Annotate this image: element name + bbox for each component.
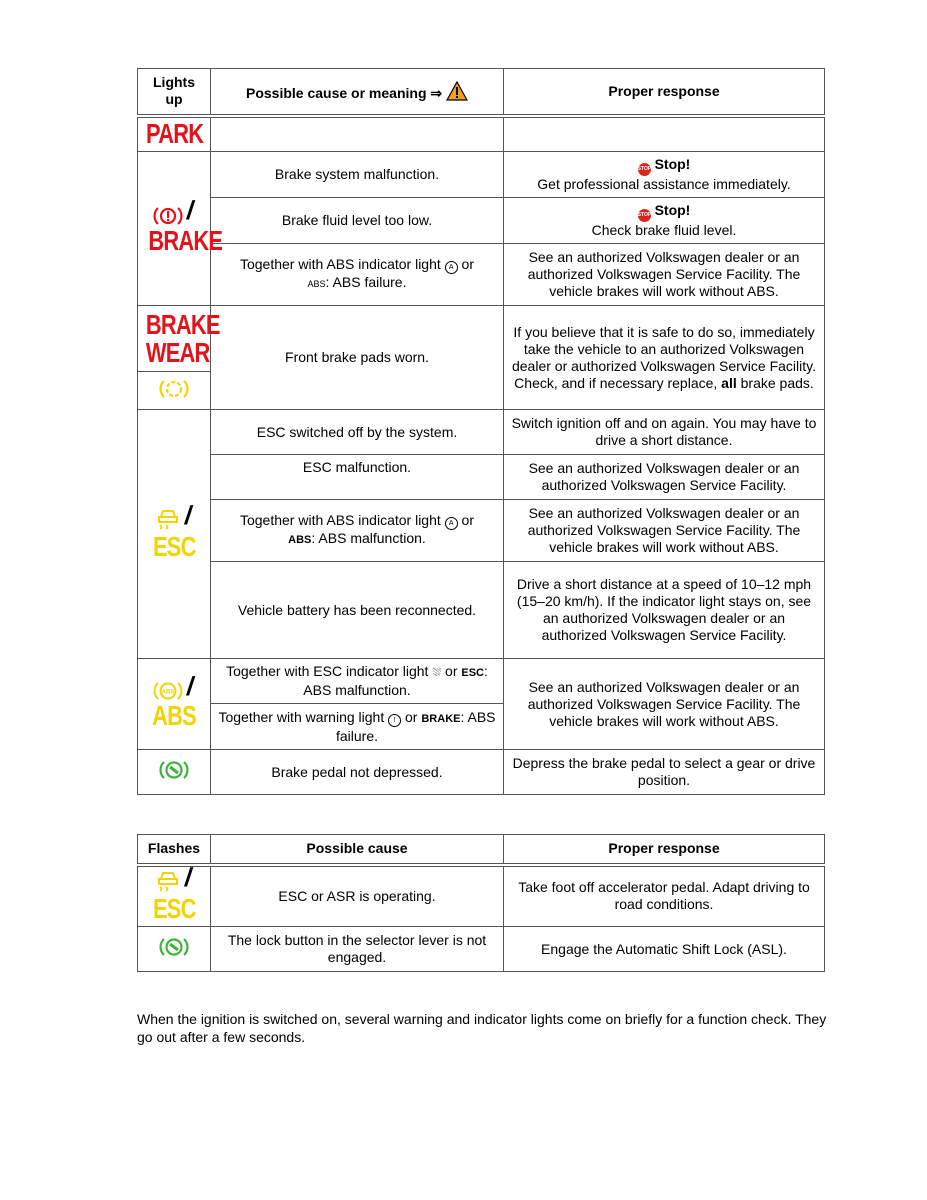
- brake-indicator-icon: !: [388, 714, 401, 727]
- park-cause: [211, 116, 504, 152]
- brake-light-cell: [138, 152, 223, 306]
- wear-cause: Front brake pads worn.: [211, 306, 504, 410]
- park-light-icon: PARK: [146, 118, 204, 150]
- flashing-lights-table: [137, 834, 825, 972]
- header-lights-up: Lights up: [138, 69, 211, 116]
- slash-separator: /: [183, 499, 195, 530]
- abs-cause-2: Together with warning light ! or BRAKE: ABS failure.: [211, 704, 504, 750]
- esc-cause-2: ESC malfunction.: [211, 455, 504, 500]
- esc-indicator-icon: ⛆: [432, 667, 442, 679]
- slash-separator: /: [185, 195, 197, 226]
- esc-response-2: See an authorized Volkswagen dealer or an authorized Volkswagen Service Facility.: [504, 455, 825, 500]
- brake-wear-label-2: WEAR: [145, 336, 210, 368]
- abs-indicator-icon: A: [445, 517, 458, 530]
- abs-light-cell: [138, 659, 211, 750]
- warning-triangle-icon: [446, 81, 468, 101]
- brake-pad-wear-icon: [159, 377, 189, 401]
- esc-response-4: Drive a short distance at a speed of 10–12 mph (15–20 km/h). If the indicator light stays on, see an authorized Volkswagen dealer or an authorized Volkswagen Service Facility.: [504, 562, 825, 659]
- abs-response: See an authorized Volkswagen dealer or an authorized Volkswagen Service Facility. The vehicle brakes will work without ABS.: [504, 659, 825, 750]
- lock-button-light-cell: [138, 927, 211, 972]
- brake-wear-label-1: BRAKE: [145, 308, 220, 340]
- brake-cause-1: Brake system malfunction.: [211, 152, 504, 198]
- park-response: [504, 116, 825, 152]
- header-possible-cause: Possible cause: [211, 835, 504, 865]
- esc-car-icon: [155, 869, 181, 895]
- esc-light-label: ESC: [152, 531, 196, 563]
- brake-response-2: STOP Stop! Check brake fluid level.: [504, 198, 825, 244]
- esc-light-cell: [138, 410, 211, 659]
- header-proper-response: Proper response: [504, 835, 825, 865]
- flash-cause-1: ESC or ASR is operating.: [211, 865, 504, 927]
- esc-cause-1: ESC switched off by the system.: [211, 410, 504, 455]
- esc-flash-cell: [138, 862, 211, 927]
- flash-cause-2: The lock button in the selector lever is not engaged.: [211, 927, 504, 972]
- warning-lights-table: [137, 68, 825, 795]
- brake-pedal-icon: [159, 935, 189, 959]
- slash-separator: /: [185, 670, 197, 701]
- esc-response-1: Switch ignition off and on again. You may have to drive a short distance.: [504, 410, 825, 455]
- stop-icon: STOP: [638, 209, 651, 222]
- header-response: Proper response: [504, 69, 825, 116]
- abs-indicator-icon: A: [445, 261, 458, 274]
- brake-pedal-icon: [159, 758, 189, 782]
- stop-icon: STOP: [638, 163, 651, 176]
- esc-cause-3: Together with ABS indicator light A or ABS: ABS malfunction.: [211, 500, 504, 562]
- pedal-cause: Brake pedal not depressed.: [211, 750, 504, 795]
- brake-cause-3: Together with ABS indicator light A or ABS: ABS failure.: [211, 244, 504, 306]
- wear-response: If you believe that it is safe to do so, immediately take the vehicle to an authorized Volkswagen dealer or authorized Volkswagen Service Facility. Check, and if necessary replace, all brake pads.: [504, 306, 825, 410]
- flash-response-2: Engage the Automatic Shift Lock (ASL).: [504, 927, 825, 972]
- esc-car-icon: [155, 507, 181, 533]
- flash-response-1: Take foot off accelerator pedal. Adapt driving to road conditions.: [504, 865, 825, 927]
- slash-separator: /: [183, 862, 195, 893]
- header-flashes: Flashes: [138, 835, 211, 865]
- esc-cause-4: Vehicle battery has been reconnected.: [211, 562, 504, 659]
- brake-wear-cell: [138, 306, 220, 372]
- pedal-response: Depress the brake pedal to select a gear or drive position.: [504, 750, 825, 795]
- abs-cause-1: Together with ESC indicator light ⛆ or ESC: ABS malfunction.: [211, 659, 504, 704]
- brake-pad-light-cell: [138, 372, 211, 410]
- abs-warning-icon: [153, 680, 183, 702]
- park-light-cell: [138, 116, 211, 152]
- svg-text:ABS: ABS: [162, 689, 175, 696]
- brake-response-1: STOP Stop! Get professional assistance immediately.: [504, 152, 825, 198]
- brake-pedal-light-cell: [138, 750, 211, 795]
- ignition-note: When the ignition is switched on, several warning and indicator lights come on briefly for a function check. They go out after a few seconds.: [137, 1011, 827, 1045]
- brake-warning-icon: [153, 205, 183, 227]
- brake-response-3: See an authorized Volkswagen dealer or an authorized Volkswagen Service Facility. The vehicle brakes will work without ABS.: [504, 244, 825, 306]
- brake-light-label: BRAKE: [148, 224, 223, 256]
- esc-response-3: See an authorized Volkswagen dealer or an authorized Volkswagen Service Facility. The vehicle brakes will work without ABS.: [504, 500, 825, 562]
- esc-flash-label: ESC: [152, 893, 196, 925]
- header-cause: Possible cause or meaning ⇒: [211, 69, 504, 116]
- abs-light-label: ABS: [152, 700, 196, 732]
- brake-cause-2: Brake fluid level too low.: [211, 198, 504, 244]
